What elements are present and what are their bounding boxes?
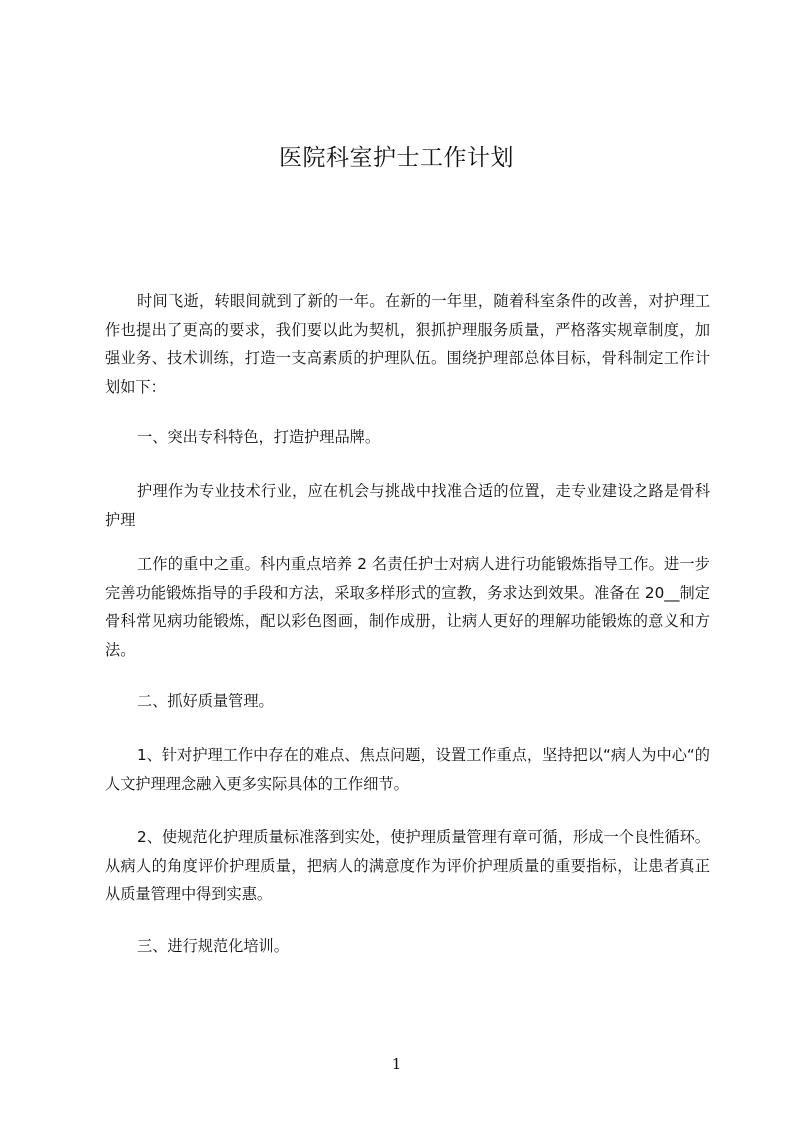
section-1-heading: 一、突出专科特色，打造护理品牌。 — [137, 428, 380, 446]
section-2-item-2: 2、使规范化护理质量标准落到实处，使护理质量管理有章可循，形成一个良性循环。从病人的角度评价护理质量，把病人的满意度作为评价护理质量的重要指标，让患者真正从质量管理中得到实惠。 — [105, 828, 710, 903]
document-title: 医院科室护士工作计划 — [279, 145, 514, 171]
section-1-paragraph-2: 工作的重中之重。科内重点培养 2 名责任护士对病人进行功能锻炼指导工作。进一步完善功能锻炼指导的手段和方法，采取多样形式的宣教，务求达到效果。准备在 20__制定骨科常见病功能锻炼，配以彩色图画，制作成册，让病人更好的理解功能锻炼的意义和方法。 — [105, 555, 710, 659]
section-3-heading: 三、进行规范化培训。 — [137, 937, 289, 955]
section-2-item-1: 1、针对护理工作中存在的难点、焦点问题，设置工作重点，坚持把以“病人为中心“的人文护理理念融入更多实际具体的工作细节。 — [105, 746, 710, 793]
intro-paragraph: 时间飞逝，转眼间就到了新的一年。在新的一年里，随着科室条件的改善，对护理工作也提出了更高的要求，我们要以此为契机，狠抓护理服务质量，严格落实规章制度，加强业务、技术训练，打造一支高素质的护理队伍。围绕护理部总体目标，骨科制定工作计划如下： — [105, 292, 710, 396]
section-1-paragraph-1: 护理作为专业技术行业，应在机会与挑战中找准合适的位置，走专业建设之路是骨科护理 — [105, 482, 710, 529]
page-number: 1 — [391, 1055, 402, 1073]
section-2-heading: 二、抓好质量管理。 — [137, 692, 274, 710]
